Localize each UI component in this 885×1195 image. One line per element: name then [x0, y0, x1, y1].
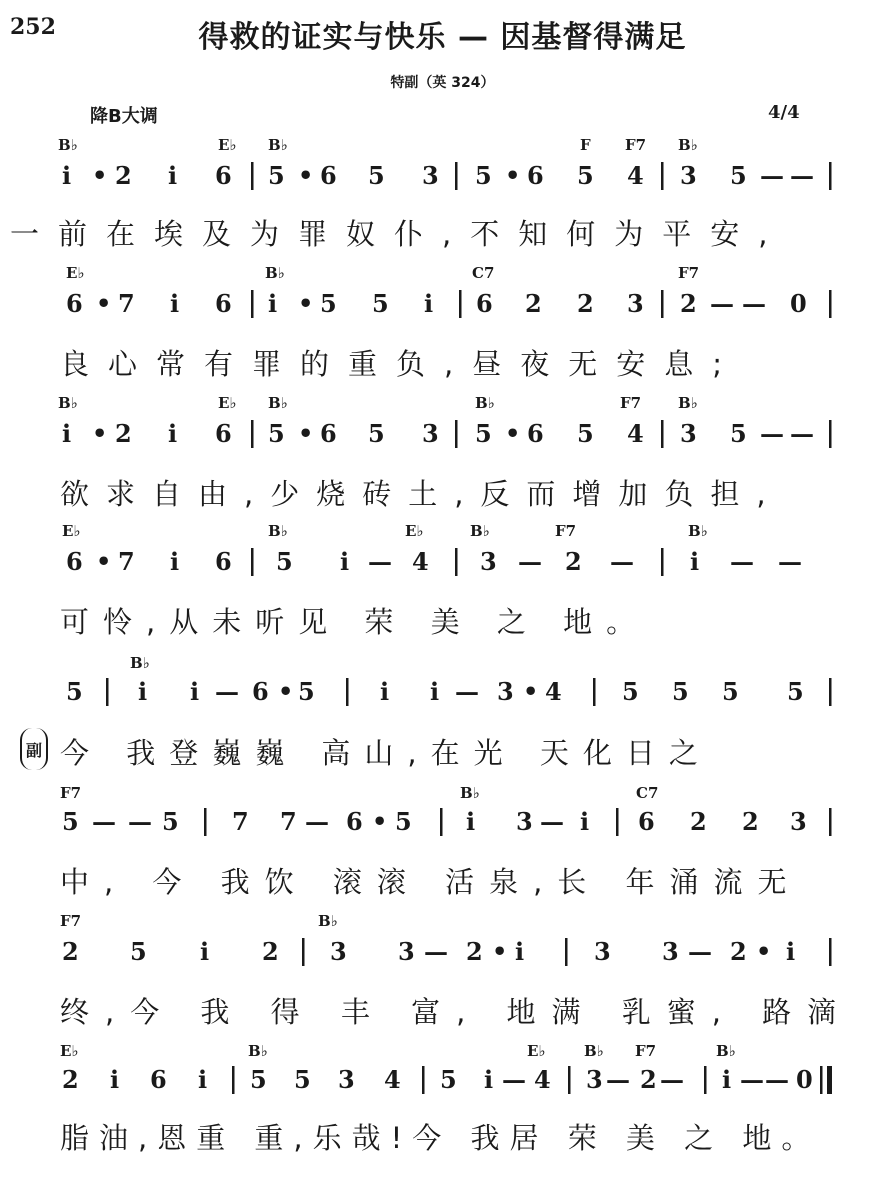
svg-text:2: 2: [62, 1065, 79, 1094]
svg-text:5: 5: [622, 677, 639, 706]
lyrics-line-8: [0, 1116, 885, 1157]
chord: B♭: [678, 136, 698, 154]
svg-text:3: 3: [680, 419, 697, 448]
svg-text:i: i: [200, 937, 210, 966]
svg-text:6: 6: [215, 547, 232, 576]
svg-text:5: 5: [162, 807, 179, 836]
svg-text:i: i: [198, 1065, 208, 1094]
chord: E♭: [218, 136, 237, 154]
svg-text:—: —: [778, 547, 802, 576]
svg-text:2: 2: [466, 937, 483, 966]
notation-line-6: [0, 804, 885, 848]
lyrics-line-2: [0, 342, 885, 383]
svg-text:2: 2: [742, 807, 759, 836]
svg-text:•: •: [372, 807, 388, 836]
svg-text:•: •: [505, 419, 521, 448]
svg-text:—: —: [660, 1065, 684, 1094]
svg-text:2: 2: [525, 289, 542, 318]
svg-text:5: 5: [294, 1065, 311, 1094]
svg-text:7: 7: [280, 807, 297, 836]
svg-text:—: —: [92, 807, 116, 836]
chord: B♭: [268, 522, 288, 540]
svg-text:—: —: [368, 547, 392, 576]
svg-text:i: i: [430, 677, 440, 706]
svg-text:3: 3: [516, 807, 533, 836]
svg-text:2: 2: [115, 161, 132, 190]
svg-text:i: i: [380, 677, 390, 706]
hymn-number: 252: [10, 14, 56, 40]
chord: B♭: [130, 654, 150, 672]
lyrics-line-7: [0, 990, 885, 1031]
svg-text:5: 5: [66, 677, 83, 706]
svg-text:—: —: [790, 419, 814, 448]
svg-text:5: 5: [722, 677, 739, 706]
chord: B♭: [475, 394, 495, 412]
svg-text:i: i: [484, 1065, 494, 1094]
svg-text:i: i: [168, 419, 178, 448]
svg-text:2: 2: [115, 419, 132, 448]
svg-text:5: 5: [577, 161, 594, 190]
lyrics-text: 脂油,恩重 重,乐哉!今 我居 荣 美 之 地。: [60, 1121, 821, 1155]
svg-text:2: 2: [262, 937, 279, 966]
lyrics-line-6: [0, 860, 885, 901]
svg-text:i: i: [268, 289, 278, 318]
svg-text:4: 4: [412, 547, 429, 576]
svg-text:—: —: [606, 1065, 630, 1094]
svg-text:i: i: [690, 547, 700, 576]
chord: B♭: [678, 394, 698, 412]
svg-text:i: i: [580, 807, 590, 836]
svg-text:•: •: [92, 419, 108, 448]
svg-text:i: i: [786, 937, 796, 966]
lyrics-text: 一前在埃及为罪奴仆,不知何为平安,: [10, 217, 787, 251]
svg-text:—: —: [128, 807, 152, 836]
chord: B♭: [268, 136, 288, 154]
lyrics-text: 今 我登巍巍 高山,在光 天化日之: [60, 736, 712, 770]
chord: B♭: [58, 394, 78, 412]
lyrics-line-3: [0, 472, 885, 513]
svg-text:—: —: [455, 677, 479, 706]
svg-text:2: 2: [577, 289, 594, 318]
svg-text:6: 6: [150, 1065, 167, 1094]
svg-text:6: 6: [527, 161, 544, 190]
svg-text:5: 5: [268, 419, 285, 448]
svg-text:5: 5: [62, 807, 79, 836]
lyrics-line-4: [0, 600, 885, 641]
svg-text:5: 5: [130, 937, 147, 966]
chord: B♭: [460, 784, 480, 802]
svg-text:6: 6: [66, 547, 83, 576]
svg-text:—: —: [502, 1065, 526, 1094]
svg-text:—: —: [610, 547, 634, 576]
svg-text:5: 5: [440, 1065, 457, 1094]
svg-text:•: •: [298, 419, 314, 448]
chord: F: [580, 136, 591, 154]
svg-text:6: 6: [252, 677, 269, 706]
svg-text:5: 5: [475, 161, 492, 190]
svg-text:—: —: [760, 419, 784, 448]
svg-text:•: •: [756, 937, 772, 966]
chord: E♭: [60, 1042, 79, 1060]
svg-text:—: —: [688, 937, 712, 966]
svg-text:—: —: [424, 937, 448, 966]
svg-text:3: 3: [627, 289, 644, 318]
svg-text:6: 6: [476, 289, 493, 318]
time-signature: 4/4: [768, 102, 800, 123]
notation-line-8: [0, 1062, 885, 1106]
svg-text:5: 5: [368, 161, 385, 190]
chord: E♭: [527, 1042, 546, 1060]
svg-text:i: i: [62, 419, 72, 448]
svg-text:2: 2: [690, 807, 707, 836]
svg-text:i: i: [466, 807, 476, 836]
chord: E♭: [66, 264, 85, 282]
svg-text:6: 6: [638, 807, 655, 836]
chord: B♭: [248, 1042, 268, 1060]
svg-text:5: 5: [395, 807, 412, 836]
svg-text:•: •: [298, 289, 314, 318]
svg-text:5: 5: [787, 677, 804, 706]
svg-text:4: 4: [384, 1065, 401, 1094]
svg-text:6: 6: [66, 289, 83, 318]
notation-line-5: [0, 674, 885, 718]
svg-text:3: 3: [662, 937, 679, 966]
svg-text:6: 6: [215, 289, 232, 318]
svg-text:i: i: [138, 677, 148, 706]
svg-text:5: 5: [368, 419, 385, 448]
svg-text:5: 5: [320, 289, 337, 318]
svg-text:i: i: [424, 289, 434, 318]
lyrics-line-5: [0, 731, 885, 772]
svg-text:—: —: [730, 547, 754, 576]
svg-text:0: 0: [796, 1065, 813, 1094]
svg-text:—: —: [540, 807, 564, 836]
svg-text:6: 6: [320, 419, 337, 448]
svg-text:i: i: [168, 161, 178, 190]
svg-text:i: i: [170, 547, 180, 576]
svg-text:•: •: [298, 161, 314, 190]
chord: B♭: [318, 912, 338, 930]
svg-text:3: 3: [497, 677, 514, 706]
svg-text:0: 0: [790, 289, 807, 318]
chord: F7: [60, 912, 82, 930]
svg-text:i: i: [190, 677, 200, 706]
notation-line-1: [0, 158, 885, 202]
chord: C7: [636, 784, 659, 802]
svg-text:2: 2: [640, 1065, 657, 1094]
notation-line-4: [0, 544, 885, 588]
chord: F7: [625, 136, 647, 154]
svg-text:4: 4: [534, 1065, 551, 1094]
lyrics-text: 欲求自由,少烧砖土,反而增加负担,: [60, 477, 783, 511]
svg-text:5: 5: [730, 419, 747, 448]
svg-text:5: 5: [298, 677, 315, 706]
svg-text:3: 3: [330, 937, 347, 966]
notation-line-7: [0, 934, 885, 978]
svg-text:3: 3: [398, 937, 415, 966]
svg-text:—: —: [215, 677, 239, 706]
svg-text:6: 6: [346, 807, 363, 836]
svg-text:•: •: [505, 161, 521, 190]
chord: F7: [620, 394, 642, 412]
svg-text:7: 7: [232, 807, 249, 836]
svg-text:•: •: [492, 937, 508, 966]
svg-text:3: 3: [594, 937, 611, 966]
svg-text:7: 7: [118, 547, 135, 576]
lyrics-text: 终,今 我 得 丰 富, 地满 乳蜜, 路滴: [60, 995, 853, 1029]
chord: B♭: [584, 1042, 604, 1060]
lyrics-text: 良心常有罪的重负,昼夜无安息;: [60, 347, 741, 381]
notation-line-2: [0, 286, 885, 330]
svg-text:—: —: [710, 289, 734, 318]
svg-text:2: 2: [730, 937, 747, 966]
svg-text:3: 3: [480, 547, 497, 576]
chord: E♭: [62, 522, 81, 540]
svg-text:•: •: [96, 289, 112, 318]
lyrics-text: 可怜,从未听见 荣 美 之 地。: [60, 605, 650, 639]
lyrics-text: 中, 今 我饮 滚滚 活泉,长 年涌流无: [60, 865, 802, 899]
svg-text:5: 5: [730, 161, 747, 190]
svg-text:7: 7: [118, 289, 135, 318]
chord: B♭: [470, 522, 490, 540]
chord: C7: [472, 264, 495, 282]
svg-text:—: —: [765, 1065, 789, 1094]
svg-text:2: 2: [62, 937, 79, 966]
chord: F7: [678, 264, 700, 282]
svg-text:•: •: [92, 161, 108, 190]
svg-text:3: 3: [338, 1065, 355, 1094]
svg-text:3: 3: [586, 1065, 603, 1094]
svg-text:2: 2: [565, 547, 582, 576]
chord: E♭: [405, 522, 424, 540]
svg-text:—: —: [760, 161, 784, 190]
chord: F7: [555, 522, 577, 540]
svg-text:5: 5: [250, 1065, 267, 1094]
hymn-title: 得救的证实与快乐 — 因基督得满足: [198, 20, 687, 55]
svg-text:6: 6: [320, 161, 337, 190]
lyrics-line-1: [0, 212, 885, 253]
chord: F7: [60, 784, 82, 802]
notation-line-3: [0, 416, 885, 460]
refrain-marker-label: 副: [26, 741, 43, 760]
chord: B♭: [58, 136, 78, 154]
svg-text:3: 3: [422, 419, 439, 448]
svg-text:—: —: [740, 1065, 764, 1094]
svg-text:—: —: [305, 807, 329, 836]
svg-text:6: 6: [215, 161, 232, 190]
svg-text:6: 6: [527, 419, 544, 448]
svg-text:•: •: [278, 677, 294, 706]
svg-text:3: 3: [790, 807, 807, 836]
svg-text:—: —: [518, 547, 542, 576]
svg-text:5: 5: [372, 289, 389, 318]
chord: F7: [635, 1042, 657, 1060]
chord: B♭: [688, 522, 708, 540]
chord: B♭: [268, 394, 288, 412]
svg-text:5: 5: [276, 547, 293, 576]
svg-text:•: •: [96, 547, 112, 576]
svg-text:i: i: [110, 1065, 120, 1094]
svg-text:4: 4: [627, 419, 644, 448]
svg-text:—: —: [742, 289, 766, 318]
svg-text:i: i: [170, 289, 180, 318]
svg-text:5: 5: [672, 677, 689, 706]
chord: E♭: [218, 394, 237, 412]
hymn-subtitle: 特副（英 324）: [390, 75, 495, 91]
svg-text:i: i: [340, 547, 350, 576]
chord: B♭: [716, 1042, 736, 1060]
svg-text:5: 5: [475, 419, 492, 448]
svg-text:i: i: [62, 161, 72, 190]
svg-text:•: •: [523, 677, 539, 706]
svg-text:5: 5: [268, 161, 285, 190]
svg-text:4: 4: [627, 161, 644, 190]
svg-text:i: i: [722, 1065, 732, 1094]
svg-text:6: 6: [215, 419, 232, 448]
svg-text:—: —: [790, 161, 814, 190]
svg-text:5: 5: [577, 419, 594, 448]
svg-text:3: 3: [422, 161, 439, 190]
svg-text:3: 3: [680, 161, 697, 190]
key-signature: 降B大调: [90, 106, 158, 127]
svg-text:2: 2: [680, 289, 697, 318]
chord: B♭: [265, 264, 285, 282]
svg-text:i: i: [515, 937, 525, 966]
svg-text:4: 4: [545, 677, 562, 706]
